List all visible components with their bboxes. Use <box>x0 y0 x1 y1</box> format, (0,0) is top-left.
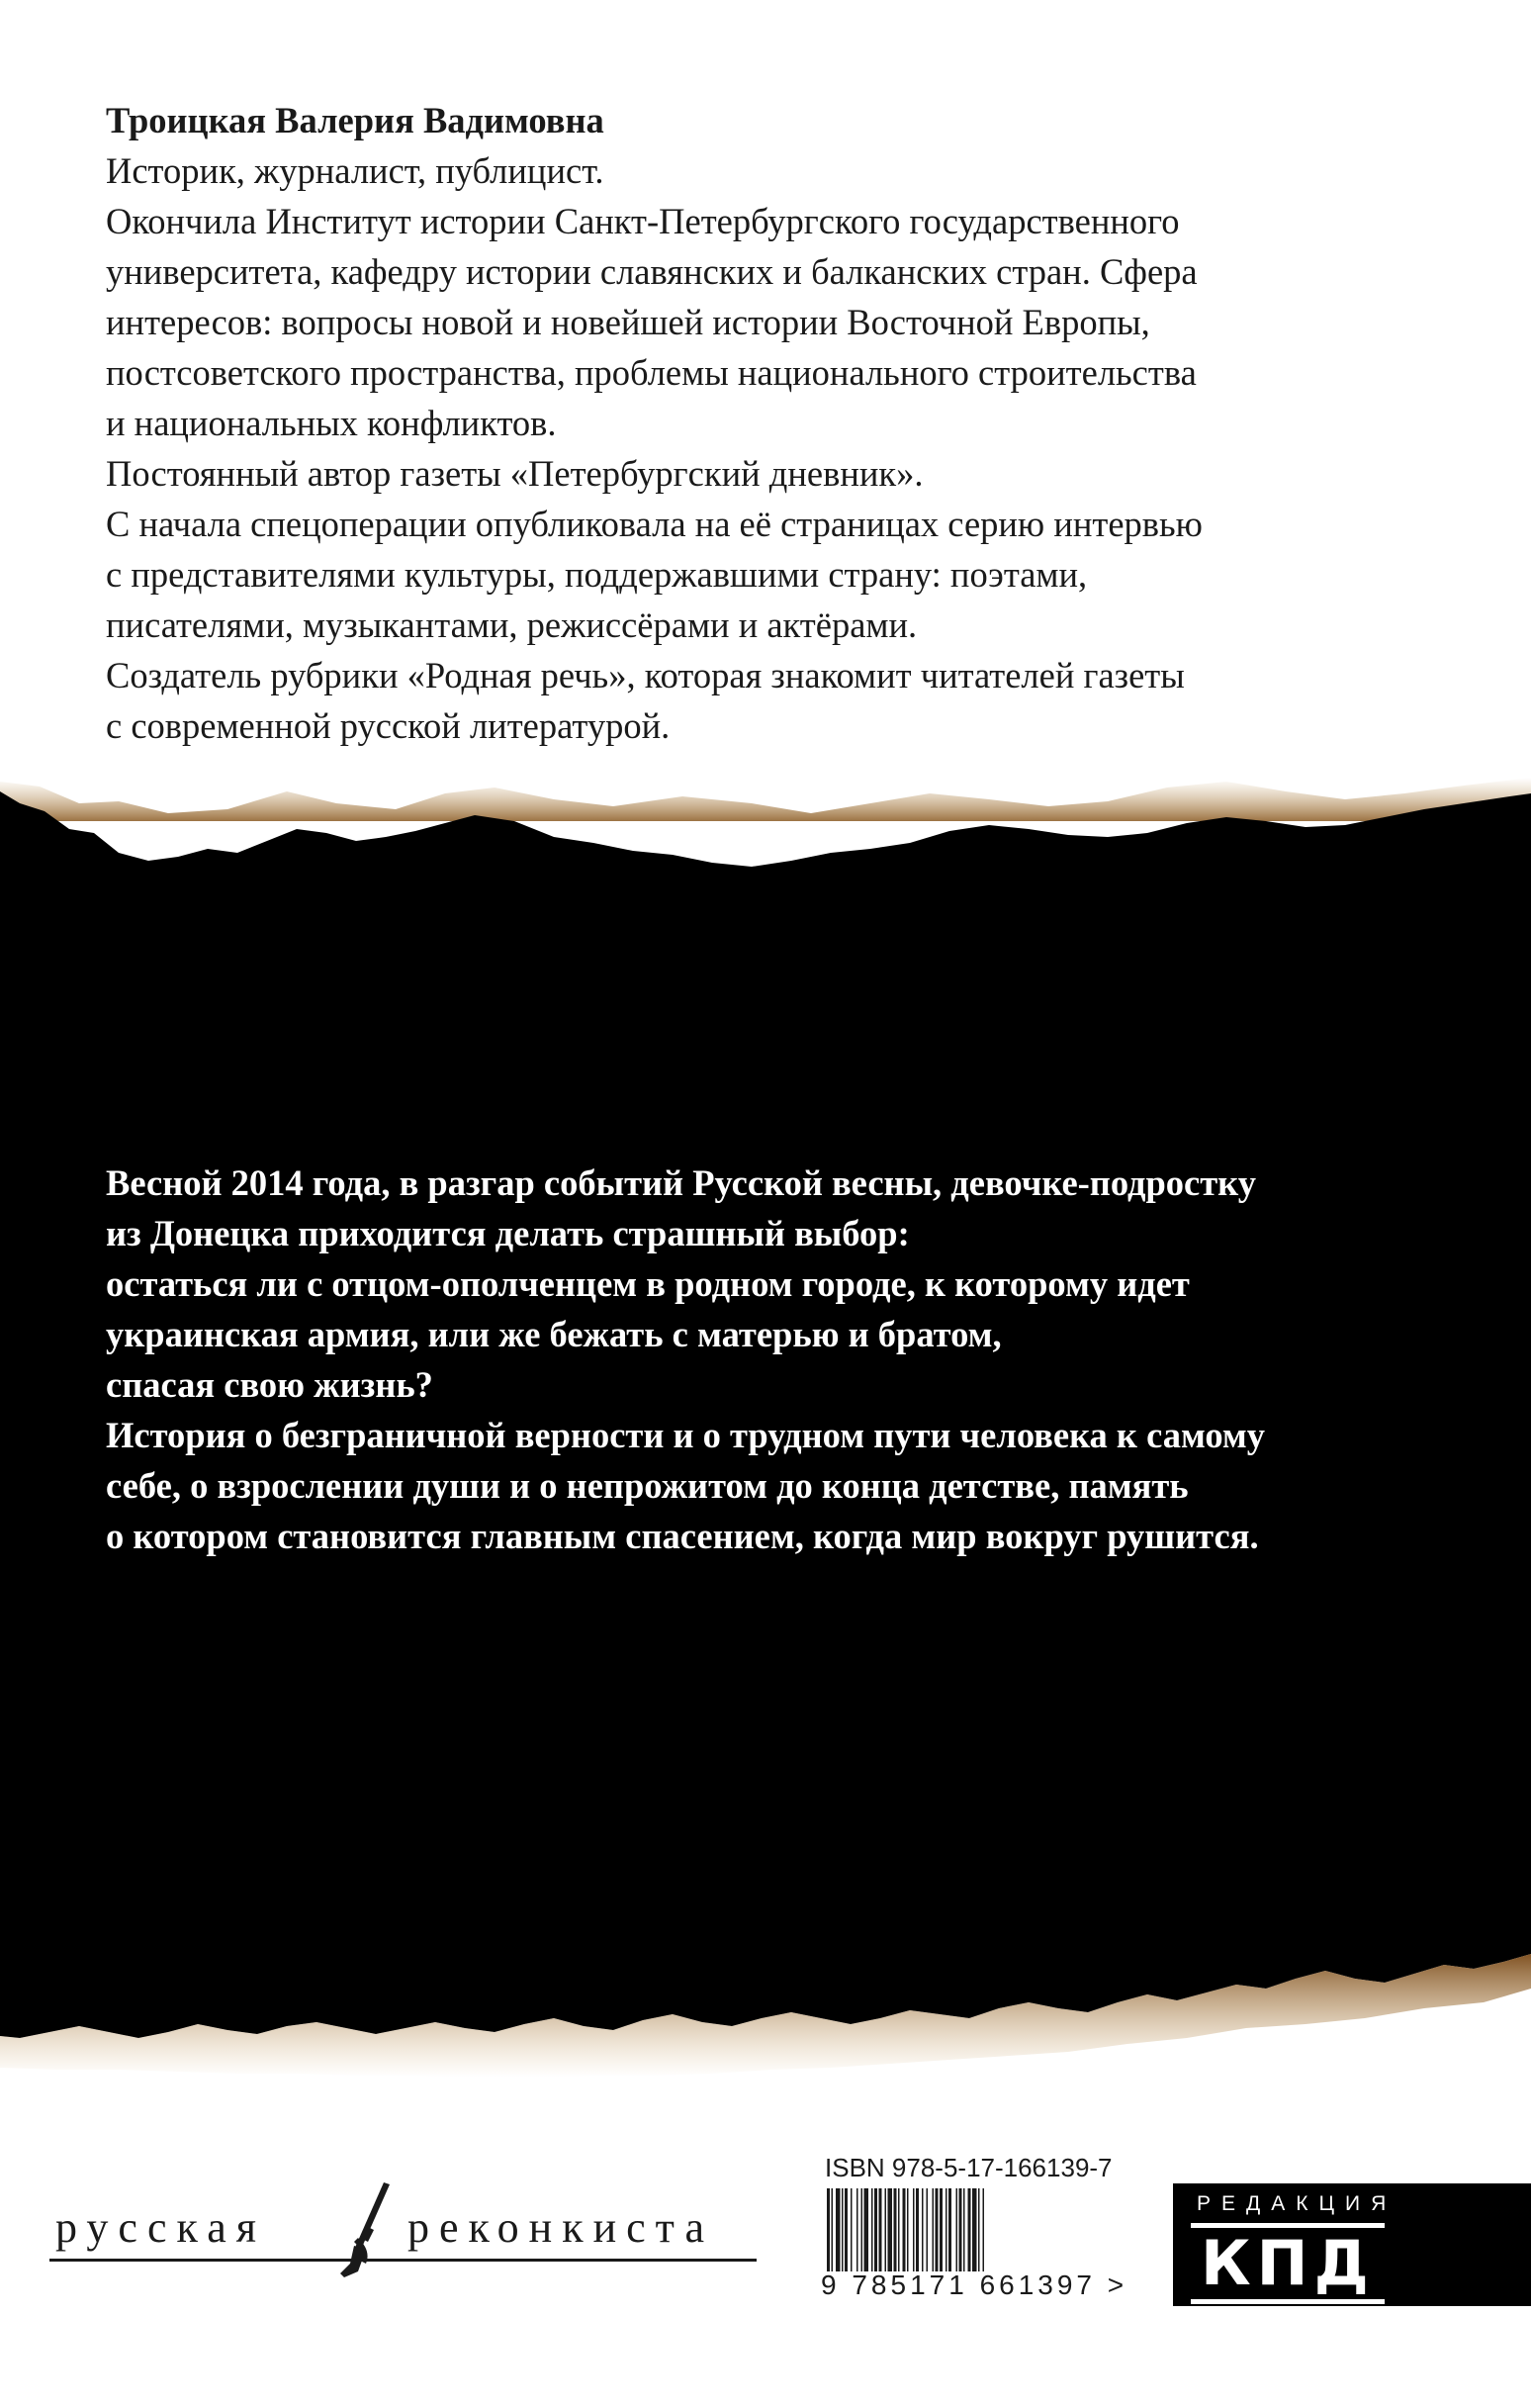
barcode-bar <box>913 2188 915 2271</box>
barcode-bar <box>827 2188 830 2271</box>
barcode-bar <box>879 2188 882 2271</box>
barcode-bar <box>922 2188 924 2271</box>
isbn-label: ISBN 978-5-17-166139-7 <box>825 2153 1113 2182</box>
barcode-bar <box>956 2188 958 2271</box>
barcode-bar <box>948 2188 951 2271</box>
barcode-bar <box>836 2188 841 2271</box>
barcode-bar <box>861 2188 863 2271</box>
bio-line: писателями, музыкантами, режиссёрами и актёрами. <box>106 604 918 645</box>
barcode-bar <box>959 2188 962 2271</box>
series-word-russkaya: русская <box>55 2203 266 2252</box>
annotation-line: из Донецка приходится делать страшный выбор: <box>106 1213 910 1253</box>
barcode-bar <box>936 2188 939 2271</box>
barcode-bar <box>916 2188 919 2271</box>
bio-line: Создатель рубрики «Родная речь», которая знакомит читателей газеты <box>106 655 1185 695</box>
barcode-bar <box>898 2188 900 2271</box>
barcode-bar <box>972 2188 977 2271</box>
isbn-barcode <box>821 2153 1137 2311</box>
bio-line: С начала спецоперации опубликовала на её страницах серию интервью <box>106 504 1203 544</box>
barcode-bar <box>885 2188 887 2271</box>
series-logo <box>49 2176 762 2285</box>
bio-line: постсоветского пространства, проблемы национального строительства <box>106 352 1197 393</box>
bio-line: Постоянный автор газеты «Петербургский дневник». <box>106 453 924 494</box>
barcode-bar <box>903 2188 906 2271</box>
barcode-bar <box>845 2188 848 2271</box>
annotation-line: остаться ли с отцом-ополченцем в родном городе, к которому идет <box>106 1263 1190 1304</box>
barcode-bar <box>963 2188 965 2271</box>
barcode-bar <box>832 2188 834 2271</box>
annotation-line: о котором становится главным спасением, когда мир вокруг рушится. <box>106 1516 1259 1556</box>
barcode-bar <box>968 2188 971 2271</box>
barcode-bar <box>888 2188 893 2271</box>
bio-line: Окончила Институт истории Санкт-Петербургского государственного <box>106 201 1180 241</box>
barcode-bar <box>978 2188 980 2271</box>
rifle-icon <box>315 2180 404 2279</box>
annotation-line: себе, о взрослении души и о непрожитом до конца детстве, память <box>106 1465 1189 1506</box>
publisher-logo <box>1173 2183 1531 2306</box>
series-underline <box>49 2259 757 2262</box>
bio-line: с представителями культуры, поддержавшими страну: поэтами, <box>106 554 1088 595</box>
bio-line: интересов: вопросы новой и новейшей истории Восточной Европы, <box>106 302 1150 342</box>
barcode-bar <box>851 2188 853 2271</box>
series-word-rekonkista: реконкиста <box>407 2203 714 2252</box>
bio-line: с современной русской литературой. <box>106 705 671 746</box>
publisher-mark: КПД <box>1191 2223 1385 2304</box>
barcode-bar <box>856 2188 858 2271</box>
barcode-bar <box>983 2188 985 2271</box>
author-name: Троицкая Валерия Вадимовна <box>106 100 604 140</box>
annotation-line: Весной 2014 года, в разгар событий Русской весны, девочке-подростку <box>106 1162 1256 1203</box>
barcode-bar <box>864 2188 869 2271</box>
book-annotation <box>106 1158 1431 1561</box>
barcode-bar <box>940 2188 943 2271</box>
barcode-bar <box>894 2188 897 2271</box>
annotation-line: украинская армия, или же бежать с матерью и братом, <box>106 1314 1002 1354</box>
barcode-bar <box>874 2188 877 2271</box>
barcode-bars <box>825 2188 1122 2271</box>
annotation-line: История о безграничной верности и о трудном пути человека к самому <box>106 1415 1266 1455</box>
annotation-line: спасая свою жизнь? <box>106 1364 433 1405</box>
bio-line: университета, кафедру истории славянских и балканских стран. Сфера <box>106 251 1198 292</box>
scorch-edge-top <box>0 778 1531 821</box>
barcode-bar <box>871 2188 873 2271</box>
barcode-bar <box>946 2188 947 2271</box>
barcode-bar <box>933 2188 935 2271</box>
barcode-digits: 9 785171 661397 > <box>821 2269 1128 2300</box>
publisher-label: РЕДАКЦИЯ <box>1197 2192 1397 2215</box>
bio-line: и национальных конфликтов. <box>106 403 557 443</box>
barcode-bar <box>842 2188 844 2271</box>
bio-line: Историк, журналист, публицист. <box>106 150 604 191</box>
barcode-bar <box>927 2188 929 2271</box>
barcode-bar <box>907 2188 909 2271</box>
